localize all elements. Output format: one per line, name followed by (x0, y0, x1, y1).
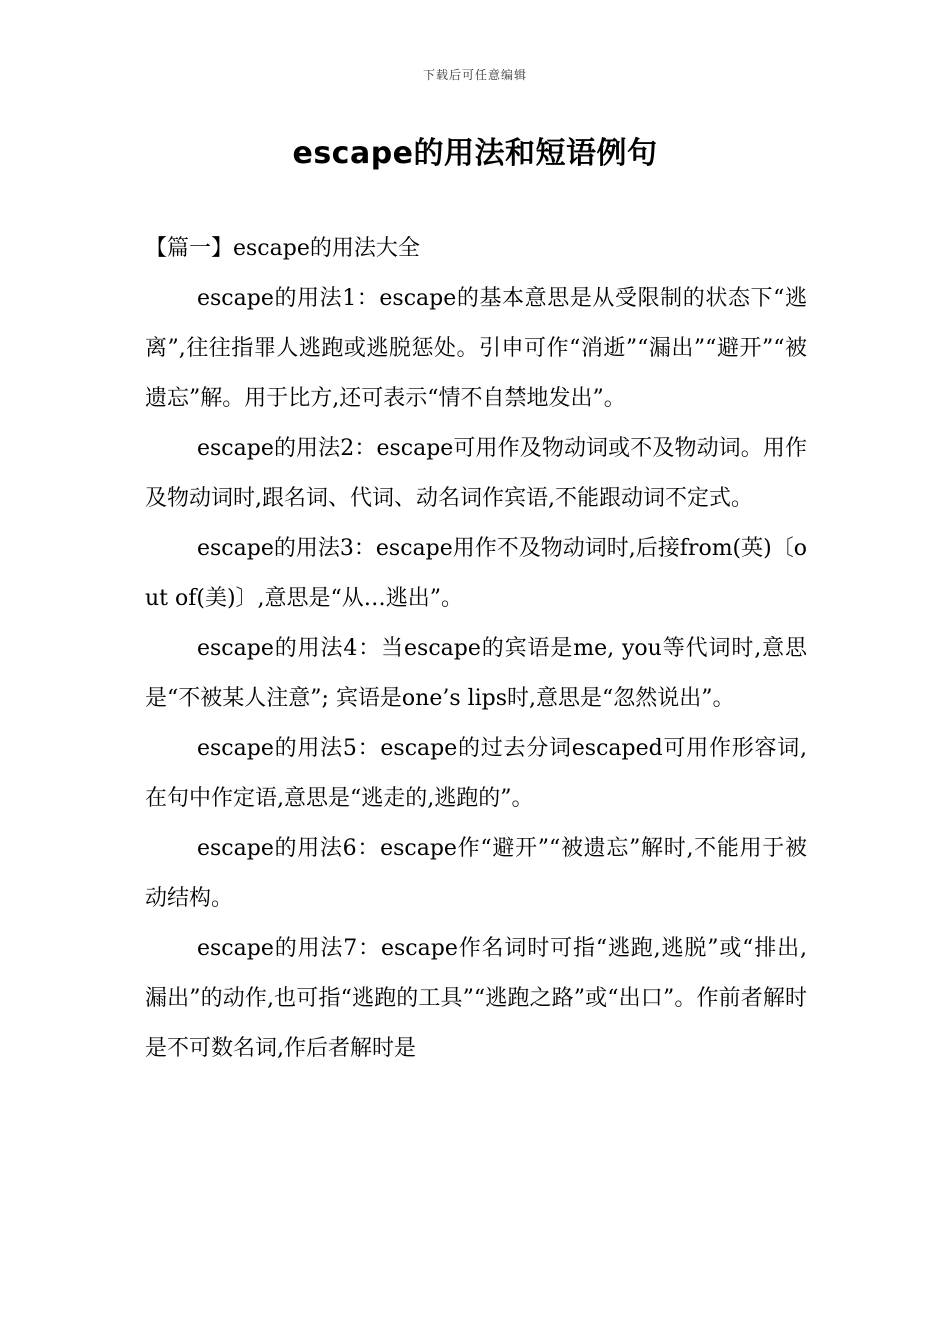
header-note: 下载后可任意编辑 (422, 68, 527, 82)
paragraph-usage-3: escape的用法3：escape用作不及物动词时,后接from(英)〔out of(美)〕,意思是“从…逃出”。 (145, 536, 807, 611)
paragraph-usage-7: escape的用法7：escape作名词时可指“逃跑,逃脱”或“排出,漏出”的动作,也可指“逃跑的工具”“逃跑之路”或“出口”。作前者解时是不可数名词,作后者解时是 (145, 936, 807, 1061)
section-heading: 【篇一】escape的用法大全 (145, 236, 420, 261)
paragraph-usage-6: escape的用法6：escape作“避开”“被遗忘”解时,不能用于被动结构。 (145, 836, 807, 911)
paragraph-usage-2: escape的用法2：escape可用作及物动词或不及物动词。用作及物动词时,跟名词、代词、动名词作宾语,不能跟动词不定式。 (145, 436, 807, 511)
paragraph-usage-1: escape的用法1：escape的基本意思是从受限制的状态下“逃离”,往往指罪人逃跑或逃脱惩处。引申可作“消逝”“漏出”“避开”“被遗忘”解。用于比方,还可表示“情不自禁地发出”。 (145, 286, 807, 411)
paragraph-usage-5: escape的用法5：escape的过去分词escaped可用作形容词,在句中作定语,意思是“逃走的,逃跑的”。 (145, 736, 807, 811)
document-body (145, 224, 807, 1074)
document-title: escape的用法和短语例句 (292, 136, 658, 171)
paragraph-usage-4: escape的用法4：当escape的宾语是me, you等代词时,意思是“不被某人注意”; 宾语是one’s lips时,意思是“忽然说出”。 (145, 636, 807, 711)
